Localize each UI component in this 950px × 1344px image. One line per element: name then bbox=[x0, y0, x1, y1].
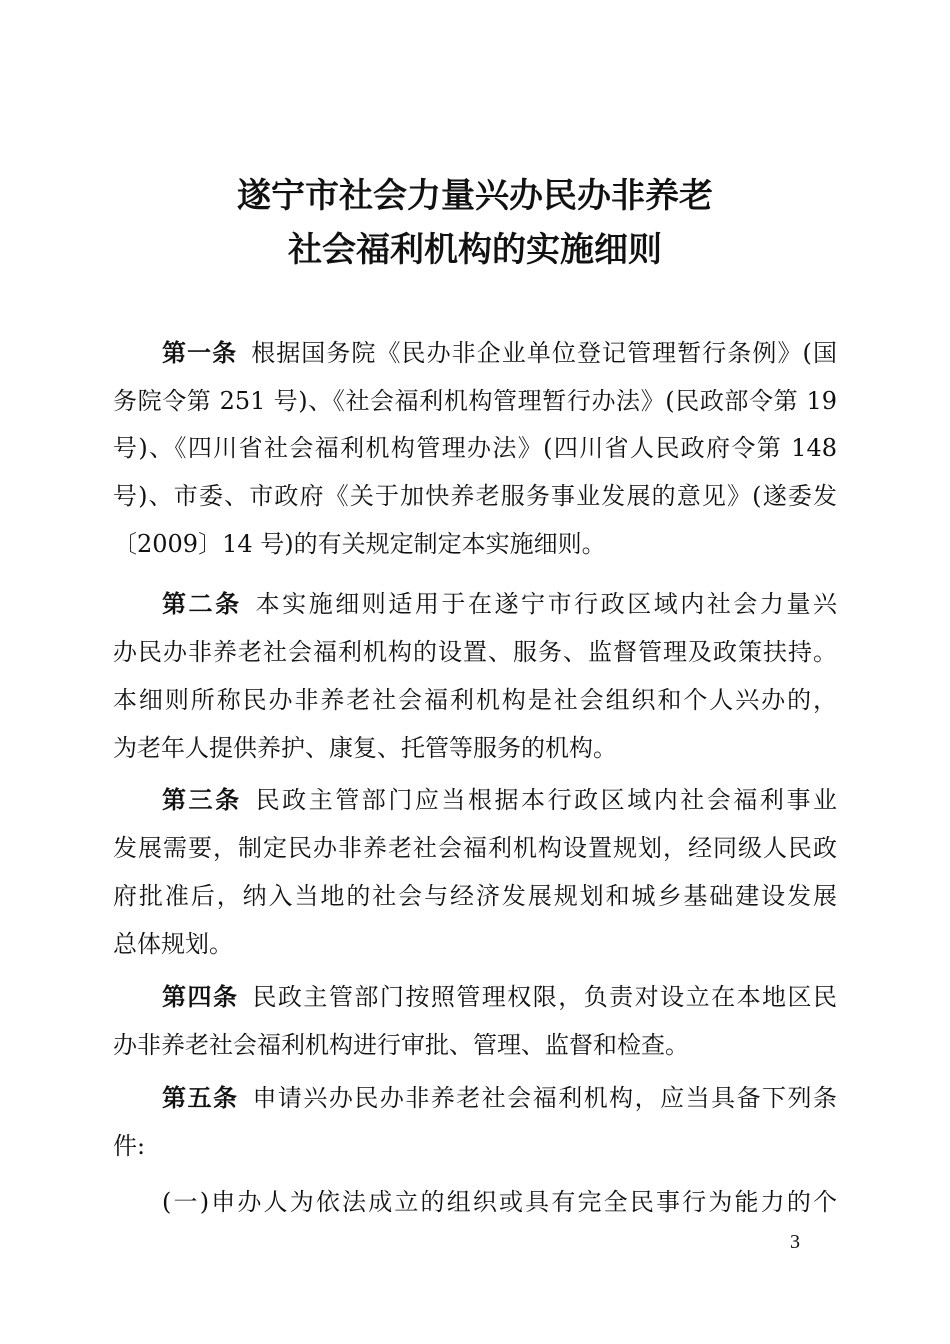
article-3-line-2: 发展需要，制定民办非养老社会福利机构设置规划，经同级人民政 bbox=[113, 834, 837, 862]
article-3-line-1: 第三条 民政主管部门应当根据本行政区域内社会福利事业 bbox=[162, 786, 837, 814]
article-2-line-3: 本细则所称民办非养老社会福利机构是社会组织和个人兴办的， bbox=[113, 686, 837, 714]
article-4-label: 第四条 bbox=[162, 983, 239, 1011]
article-4-line-1: 第四条 民政主管部门按照管理权限，负责对设立在本地区民 bbox=[162, 983, 837, 1011]
title-line-2: 社会福利机构的实施细则 bbox=[288, 230, 662, 270]
article-2-line-2: 办民办非养老社会福利机构的设置、服务、监督管理及政策扶持。 bbox=[113, 638, 837, 666]
article-3-label: 第三条 bbox=[162, 786, 242, 814]
article-2-line-4: 为老年人提供养护、康复、托管等服务的机构。 bbox=[113, 734, 617, 762]
article-2-label: 第二条 bbox=[162, 590, 242, 618]
article-1-label: 第一条 bbox=[162, 339, 238, 367]
item-1-line: (一)申办人为依法成立的组织或具有完全民事行为能力的个 bbox=[162, 1188, 837, 1216]
page-number: 3 bbox=[790, 1231, 800, 1253]
article-3-line-4: 总体规划。 bbox=[113, 930, 233, 958]
article-1-line-5: 〔2009〕14 号)的有关规定制定本实施细则。 bbox=[113, 530, 606, 558]
article-5-label: 第五条 bbox=[162, 1084, 239, 1112]
article-1-line-3: 号)、《四川省社会福利机构管理办法》(四川省人民政府令第 148 bbox=[113, 434, 837, 462]
article-2-line-1: 第二条 本实施细则适用于在遂宁市行政区域内社会力量兴 bbox=[162, 590, 837, 618]
article-5-line-2: 件: bbox=[113, 1132, 146, 1160]
article-1-line-4: 号)、市委、市政府《关于加快养老服务事业发展的意见》(遂委发 bbox=[113, 482, 837, 510]
article-3-line-3: 府批准后，纳入当地的社会与经济发展规划和城乡基础建设发展 bbox=[113, 882, 837, 910]
article-4-line-2: 办非养老社会福利机构进行审批、管理、监督和检查。 bbox=[113, 1031, 689, 1059]
title-line-1: 遂宁市社会力量兴办民办非养老 bbox=[237, 176, 713, 216]
article-1-line-1: 第一条 根据国务院《民办非企业单位登记管理暂行条例》(国 bbox=[162, 339, 837, 367]
article-5-line-1: 第五条 申请兴办民办非养老社会福利机构，应当具备下列条 bbox=[162, 1084, 837, 1112]
article-1-line-2: 务院令第 251 号)、《社会福利机构管理暂行办法》(民政部令第 19 bbox=[113, 387, 837, 415]
